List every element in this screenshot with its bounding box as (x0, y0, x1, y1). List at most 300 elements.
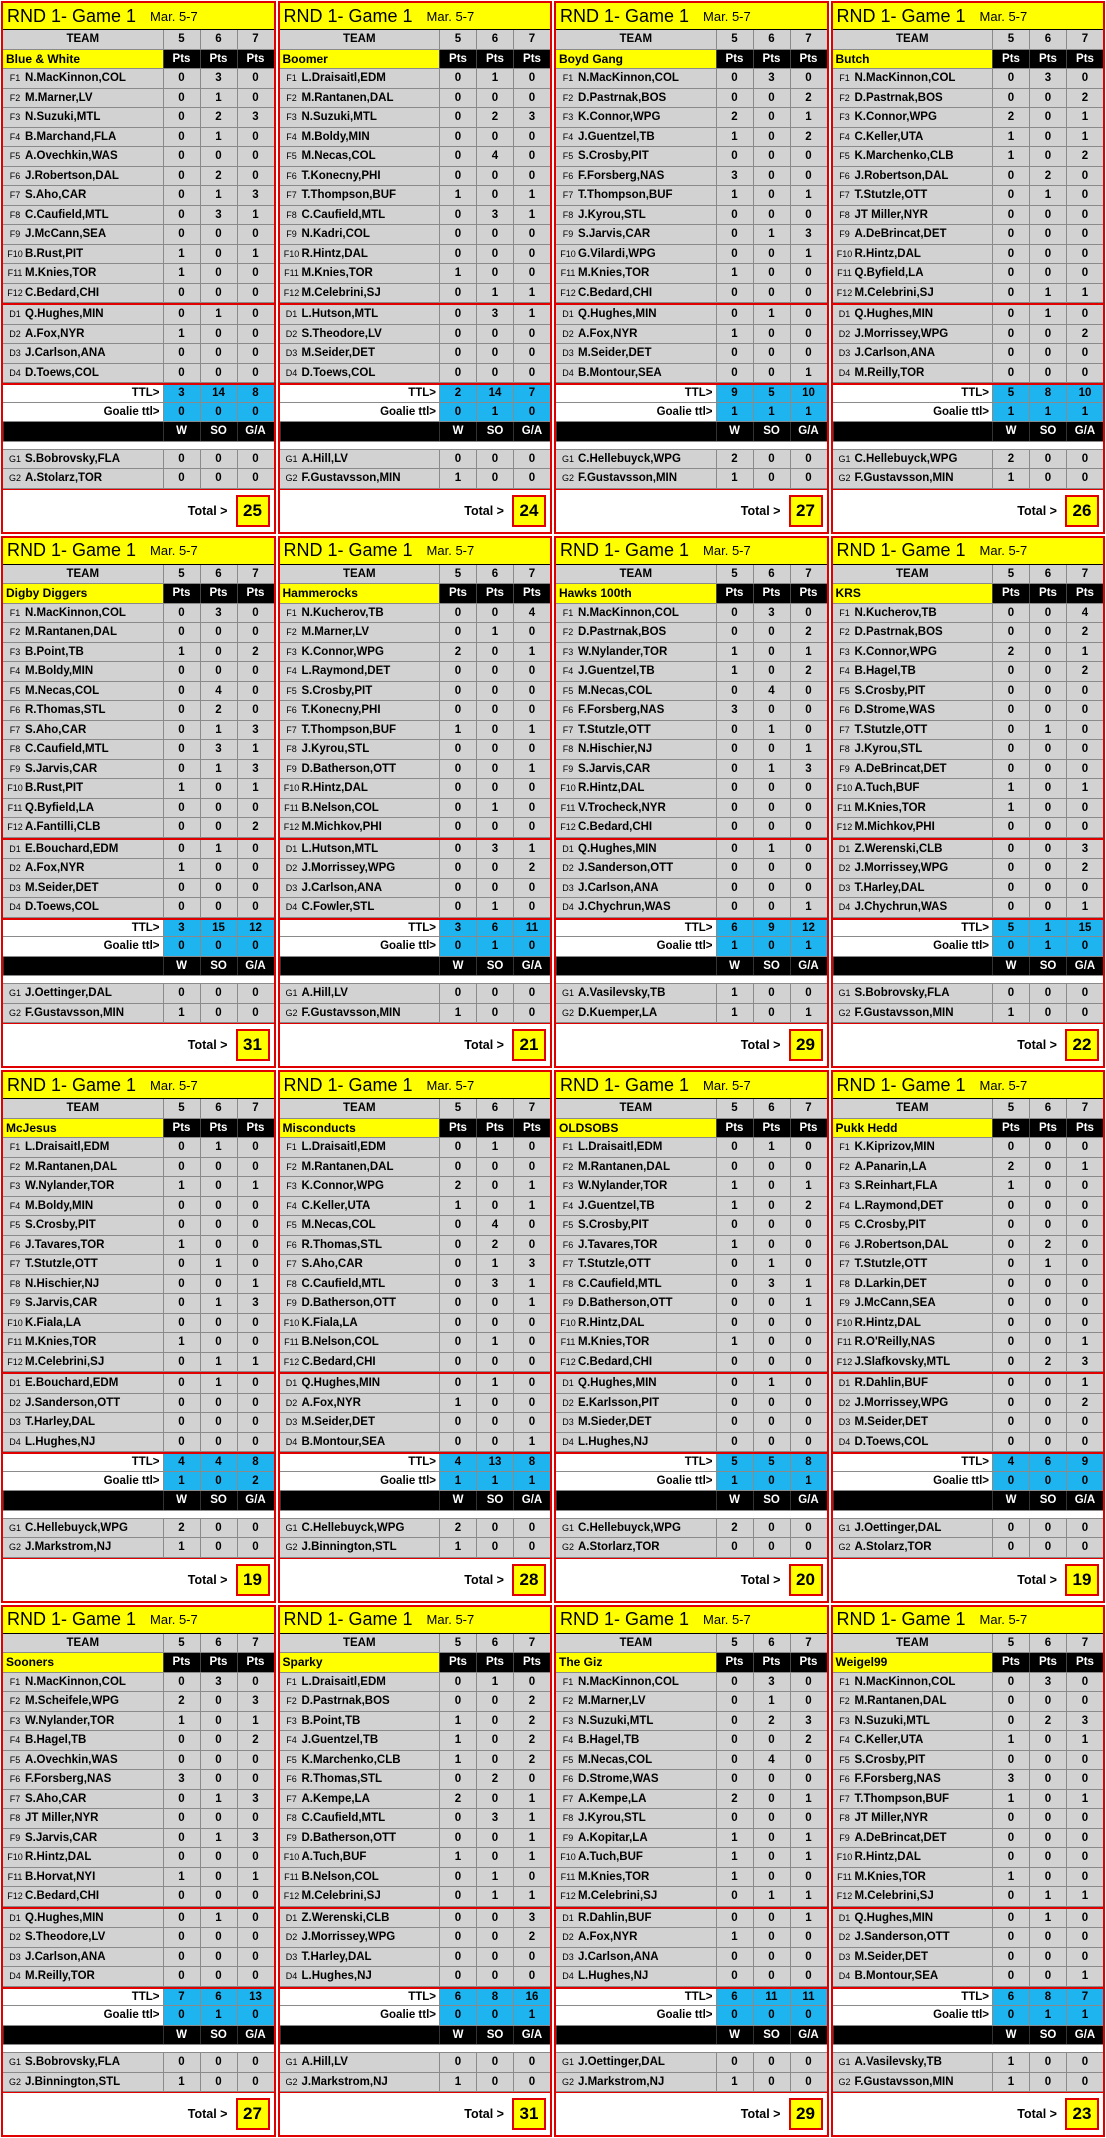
ttl-value: 4 (992, 1454, 1029, 1471)
shutouts-header: SO (1029, 422, 1066, 441)
blank-cell (833, 422, 993, 441)
slot-label: F4 (562, 1735, 574, 1746)
player-row (556, 1314, 827, 1334)
player-cell (556, 1333, 716, 1352)
game-5-points: 1 (716, 1236, 753, 1255)
player-name: T.Thompson,BUF (301, 723, 397, 736)
player-row (3, 2073, 274, 2093)
player-row (280, 1887, 551, 1907)
game-6-points: 0 (1029, 1809, 1066, 1828)
game-6-points: 0 (476, 1004, 513, 1023)
game-5-points: 0 (439, 1158, 476, 1177)
player-name: M.Seider,DET (25, 881, 99, 894)
player-cell (556, 760, 716, 779)
ttl-value: 8 (237, 385, 274, 402)
game-5-points: 0 (439, 984, 476, 1003)
game-5-points: 0 (439, 1236, 476, 1255)
goalie-stat-header (556, 1491, 827, 1511)
game-6-points: 0 (476, 779, 513, 798)
game-7-points: 1 (237, 1353, 274, 1372)
round-label: RND 1- Game 1 (560, 1609, 690, 1629)
player-cell (833, 2073, 993, 2092)
game-7-points: 0 (790, 1948, 827, 1967)
player-cell (833, 1413, 993, 1432)
player-row (280, 1790, 551, 1810)
game-6-points: 0 (200, 1928, 237, 1947)
goalie-ttl-value: 0 (513, 937, 550, 956)
player-name: J.Morrissey,WPG (854, 327, 949, 340)
player-row (3, 69, 274, 89)
ttl-row (280, 1452, 551, 1472)
player-cell (280, 305, 440, 324)
player-row (833, 1333, 1104, 1353)
player-name: L.Draisaitl,EDM (25, 1141, 110, 1154)
player-name: N.MacKinnon,COL (854, 72, 956, 85)
game-6-points: 0 (476, 1353, 513, 1372)
team-card (278, 1070, 553, 1603)
player-row (280, 859, 551, 879)
date-label: Mar. 5-7 (703, 543, 751, 558)
player-row (3, 662, 274, 682)
player-row (3, 1809, 274, 1829)
goalie-ttl-value: 1 (513, 2006, 550, 2025)
player-cell (833, 364, 993, 383)
slot-label: D2 (838, 328, 851, 339)
game-6-points: 0 (753, 818, 790, 837)
player-name: F.Gustavsson,MIN (301, 472, 401, 485)
game-6-points: 1 (1029, 1909, 1066, 1928)
player-row (280, 225, 551, 245)
player-name: A.Kempe,LA (301, 1792, 370, 1805)
player-cell (833, 1868, 993, 1887)
game-6-points: 1 (753, 1887, 790, 1906)
player-name: W.Nylander,TOR (578, 645, 668, 658)
goalie-ttl-label: Goalie ttl> (933, 405, 989, 418)
ttl-row (280, 1987, 551, 2007)
player-row (280, 1519, 551, 1539)
player-name: C.Hellebuyck,WPG (578, 1521, 681, 1534)
player-row (280, 1909, 551, 1929)
slot-label: D1 (285, 309, 298, 320)
game-6-points: 0 (1029, 604, 1066, 623)
blank-cell (556, 957, 716, 976)
game-7-points: 0 (790, 604, 827, 623)
player-row (556, 1394, 827, 1414)
goalie-stat-header (3, 422, 274, 442)
player-row (280, 604, 551, 624)
game-5-points: 1 (992, 1177, 1029, 1196)
game-7-points: 0 (237, 325, 274, 344)
game-7-points: 2 (513, 1731, 550, 1750)
player-row (556, 167, 827, 187)
game-7-points: 0 (513, 128, 550, 147)
player-cell (556, 1138, 716, 1157)
game-6-points: 0 (1029, 740, 1066, 759)
player-cell (280, 1314, 440, 1333)
col-5-header: 5 (992, 1634, 1029, 1653)
game-5-points: 0 (163, 760, 200, 779)
goalies-section (833, 984, 1104, 1023)
game-7-points: 0 (513, 1374, 550, 1393)
game-7-points: 0 (790, 167, 827, 186)
game-5-points: 0 (163, 1394, 200, 1413)
game-5-points: 0 (439, 450, 476, 469)
game-5-points: 0 (716, 1138, 753, 1157)
game-5-points: 1 (716, 325, 753, 344)
player-row (3, 245, 274, 265)
player-name: L.Draisaitl,EDM (578, 1141, 663, 1154)
player-name: L.Draisaitl,EDM (301, 1141, 386, 1154)
team-name-row (833, 1653, 1104, 1673)
slot-label: F4 (562, 131, 574, 142)
player-cell (833, 108, 993, 127)
game-7-points: 0 (790, 799, 827, 818)
goalie-ttl-value: 0 (439, 2006, 476, 2025)
player-cell (280, 89, 440, 108)
player-name: B.Nelson,COL (301, 1870, 379, 1883)
player-cell (3, 206, 163, 225)
game-7-points: 0 (1066, 818, 1103, 837)
slot-label: F8 (839, 1813, 850, 1824)
goalie-ttl-value: 1 (439, 1472, 476, 1491)
game-5-points: 0 (992, 1751, 1029, 1770)
game-5-points: 1 (992, 1004, 1029, 1023)
game-5-points: 2 (716, 450, 753, 469)
player-row (280, 1809, 551, 1829)
player-name: D.Toews,COL (25, 366, 99, 379)
slot-label: F11 (837, 1337, 852, 1348)
game-7-points: 0 (237, 469, 274, 488)
game-6-points: 0 (753, 1353, 790, 1372)
player-cell (833, 1790, 993, 1809)
player-name: J.Guentzel,TB (578, 1199, 655, 1212)
header-row (280, 1634, 551, 1654)
total-row (3, 2092, 274, 2135)
pts-header: Pts (1066, 584, 1103, 603)
team-name-row (556, 584, 827, 604)
slot-label: F7 (286, 190, 297, 201)
slot-label: G1 (838, 2057, 851, 2068)
game-6-points: 0 (1029, 450, 1066, 469)
game-7-points: 0 (513, 1770, 550, 1789)
spacer (833, 1511, 1104, 1519)
player-name: D.Batherson,OTT (578, 1297, 673, 1310)
player-row (280, 1751, 551, 1771)
player-row (280, 643, 551, 663)
player-name: J.Guentzel,TB (578, 130, 655, 143)
game-6-points: 0 (753, 701, 790, 720)
spacer (833, 976, 1104, 984)
pts-header: Pts (716, 50, 753, 69)
game-6-points: 1 (200, 1829, 237, 1848)
game-6-points: 0 (200, 1158, 237, 1177)
goalie-ttl-value: 1 (790, 1472, 827, 1491)
player-cell (556, 1519, 716, 1538)
player-name: N.Hischier,NJ (578, 743, 653, 756)
ttl-value: 8 (513, 1454, 550, 1471)
game-5-points: 0 (439, 147, 476, 166)
game-6-points: 0 (476, 1967, 513, 1986)
game-7-points: 0 (1066, 1197, 1103, 1216)
game-5-points: 0 (439, 1255, 476, 1274)
slot-label: F5 (562, 685, 574, 696)
game-5-points: 0 (163, 1216, 200, 1235)
player-name: T.Harley,DAL (854, 881, 925, 894)
game-7-points: 0 (237, 1216, 274, 1235)
player-name: K.Connor,WPG (578, 111, 661, 124)
player-cell (833, 344, 993, 363)
spacer (556, 976, 827, 984)
pts-header: Pts (790, 584, 827, 603)
player-cell (556, 305, 716, 324)
game-6-points: 0 (753, 245, 790, 264)
slot-label: F10 (560, 1317, 576, 1328)
player-cell (556, 1294, 716, 1313)
slot-label: F5 (839, 1220, 850, 1231)
total-label: Total > (187, 503, 228, 518)
pts-header: Pts (790, 50, 827, 69)
game-7-points: 0 (513, 662, 550, 681)
game-5-points: 0 (439, 799, 476, 818)
player-cell (280, 1197, 440, 1216)
player-cell (3, 984, 163, 1003)
total-label: Total > (740, 503, 781, 518)
game-7-points: 0 (513, 984, 550, 1003)
game-5-points: 1 (439, 186, 476, 205)
slot-label: F8 (562, 209, 574, 220)
slot-label: D4 (562, 902, 574, 913)
game-6-points: 0 (476, 344, 513, 363)
player-name: N.Suzuki,MTL (854, 1714, 930, 1727)
slot-label: D3 (9, 1951, 21, 1962)
player-name: A.Fox,NYR (25, 862, 85, 875)
defense-section (280, 838, 551, 918)
player-row (556, 364, 827, 384)
game-5-points: 0 (439, 840, 476, 859)
date-label: Mar. 5-7 (979, 1077, 1028, 1093)
slot-label: F11 (560, 1337, 576, 1348)
game-7-points: 0 (237, 1519, 274, 1538)
blank-cell (556, 1491, 716, 1510)
defense-section (280, 303, 551, 383)
game-5-points: 1 (716, 2073, 753, 2092)
player-name: N.Suzuki,MTL (301, 111, 377, 124)
team-name: Hawks 100th (556, 584, 716, 603)
shutouts-header: SO (200, 957, 237, 976)
player-name: J.McCann,SEA (854, 1297, 936, 1310)
game-7-points: 1 (513, 1848, 550, 1867)
game-7-points: 3 (237, 1692, 274, 1711)
slot-label: D1 (285, 1378, 298, 1389)
slot-label: F10 (7, 1317, 23, 1328)
game-5-points: 0 (439, 1314, 476, 1333)
slot-label: F12 (560, 287, 576, 298)
player-name: B.Horvat,NYI (25, 1870, 96, 1883)
game-6-points: 3 (476, 840, 513, 859)
player-name: K.Marchenko,CLB (301, 1753, 401, 1766)
player-row (556, 1255, 827, 1275)
col-6-header: 6 (753, 1634, 790, 1653)
team-name-row (3, 584, 274, 604)
slot-label: F4 (9, 666, 21, 677)
player-name: N.MacKinnon,COL (25, 1675, 126, 1688)
game-5-points: 0 (992, 898, 1029, 917)
slot-label: F11 (560, 802, 576, 813)
game-7-points: 0 (237, 1374, 274, 1393)
game-5-points: 1 (992, 1790, 1029, 1809)
game-5-points: 1 (992, 799, 1029, 818)
player-cell (280, 108, 440, 127)
goalie-stat-header (280, 2026, 551, 2046)
game-7-points: 1 (1066, 898, 1103, 917)
player-name: J.Carlson,ANA (25, 347, 106, 360)
player-cell (280, 721, 440, 740)
game-5-points: 1 (992, 2053, 1029, 2072)
game-6-points: 0 (200, 325, 237, 344)
total-label: Total > (464, 1572, 504, 1587)
game-7-points: 0 (1066, 69, 1103, 88)
game-7-points: 1 (513, 1197, 550, 1216)
slot-label: F2 (286, 1161, 297, 1172)
ttl-row (833, 918, 1104, 938)
total-value: 29 (789, 2098, 823, 2130)
player-name: M.Necas,COL (25, 684, 100, 697)
game-7-points: 1 (790, 1004, 827, 1023)
game-6-points: 0 (200, 799, 237, 818)
goalie-ttl-label: Goalie ttl> (103, 405, 160, 418)
slot-label: F2 (562, 627, 574, 638)
slot-label: F5 (839, 151, 850, 162)
player-row (3, 721, 274, 741)
game-7-points: 1 (790, 740, 827, 759)
slot-label: D2 (838, 1932, 851, 1943)
slot-label: F3 (9, 1715, 21, 1726)
slot-label: F7 (9, 190, 21, 201)
game-6-points: 1 (200, 305, 237, 324)
header-row (280, 1099, 551, 1119)
game-5-points: 1 (439, 1004, 476, 1023)
player-name: J.Carlson,ANA (25, 1950, 106, 1963)
player-cell (280, 225, 440, 244)
player-name: M.Necas,COL (301, 150, 376, 163)
forwards-section (556, 1673, 827, 1907)
game-6-points: 0 (200, 643, 237, 662)
goalie-ttl-row (833, 1472, 1104, 1492)
game-7-points: 1 (513, 1809, 550, 1828)
ttl-label: TTL> (408, 1990, 436, 2003)
game-7-points: 2 (513, 1692, 550, 1711)
player-cell (280, 1692, 440, 1711)
player-cell (833, 643, 993, 662)
game-5-points: 0 (992, 1909, 1029, 1928)
player-row (833, 1216, 1104, 1236)
player-row (280, 1197, 551, 1217)
slot-label: G1 (838, 453, 851, 464)
col-6-header: 6 (200, 30, 237, 49)
game-6-points: 0 (753, 859, 790, 878)
player-row (3, 984, 274, 1004)
slot-label: G1 (561, 2057, 574, 2068)
game-7-points: 2 (513, 1928, 550, 1947)
goals-against-header: G/A (790, 957, 827, 976)
col-7-header: 7 (790, 1099, 827, 1118)
header-row (3, 1634, 274, 1654)
player-cell (833, 984, 993, 1003)
player-name: W.Nylander,TOR (25, 1714, 115, 1727)
player-name: J.Guentzel,TB (578, 665, 655, 678)
player-name: C.Bedard,CHI (25, 1890, 100, 1903)
game-5-points: 0 (163, 1433, 200, 1452)
slot-label: F1 (286, 1676, 297, 1687)
player-cell (3, 167, 163, 186)
player-row (556, 1909, 827, 1929)
goalie-ttl-label: Goalie ttl> (380, 940, 436, 953)
game-7-points: 0 (790, 682, 827, 701)
game-5-points: 1 (439, 469, 476, 488)
slot-label: F5 (9, 685, 21, 696)
game-5-points: 0 (716, 1751, 753, 1770)
game-5-points: 0 (992, 206, 1029, 225)
slot-label: F1 (839, 1142, 850, 1153)
game-7-points: 0 (513, 167, 550, 186)
player-row (833, 2073, 1104, 2093)
player-row (833, 799, 1104, 819)
slot-label: D1 (838, 1378, 851, 1389)
player-row (833, 225, 1104, 245)
game-5-points: 1 (716, 1868, 753, 1887)
player-row (833, 364, 1104, 384)
game-5-points: 0 (716, 1353, 753, 1372)
game-6-points: 0 (1029, 1731, 1066, 1750)
player-cell (3, 108, 163, 127)
game-6-points: 3 (1029, 1673, 1066, 1692)
goalie-ttl-row (3, 403, 274, 423)
game-5-points: 0 (716, 1948, 753, 1967)
shutouts-header: SO (200, 2026, 237, 2045)
total-row (3, 1023, 274, 1066)
slot-label: G1 (285, 1522, 298, 1533)
player-row (3, 2053, 274, 2073)
player-row (556, 1374, 827, 1394)
player-name: A.Vasilevsky,TB (578, 987, 666, 1000)
game-6-points: 0 (200, 662, 237, 681)
slot-label: F3 (286, 1181, 297, 1192)
game-6-points: 0 (753, 108, 790, 127)
player-name: S.Theodore,LV (301, 327, 382, 340)
slot-label: D4 (838, 1436, 851, 1447)
team-name-row (280, 1119, 551, 1139)
player-name: S.Bobrovsky,FLA (25, 452, 120, 465)
player-name: S.Aho,CAR (25, 1792, 87, 1805)
slot-label: F12 (283, 822, 300, 833)
game-7-points: 0 (513, 147, 550, 166)
player-row (3, 898, 274, 918)
goalie-ttl-value: 1 (513, 1472, 550, 1491)
game-7-points: 3 (513, 108, 550, 127)
game-5-points: 0 (716, 1967, 753, 1986)
player-row (3, 1275, 274, 1295)
player-row (3, 450, 274, 470)
player-name: A.Fox,NYR (25, 327, 85, 340)
game-6-points: 3 (753, 69, 790, 88)
player-row (280, 264, 551, 284)
game-6-points: 0 (753, 662, 790, 681)
player-name: F.Gustavsson,MIN (301, 1006, 401, 1019)
player-name: R.Thomas,STL (301, 1773, 383, 1786)
pts-header: Pts (237, 584, 274, 603)
game-6-points: 0 (476, 1848, 513, 1867)
slot-label: D2 (562, 328, 574, 339)
